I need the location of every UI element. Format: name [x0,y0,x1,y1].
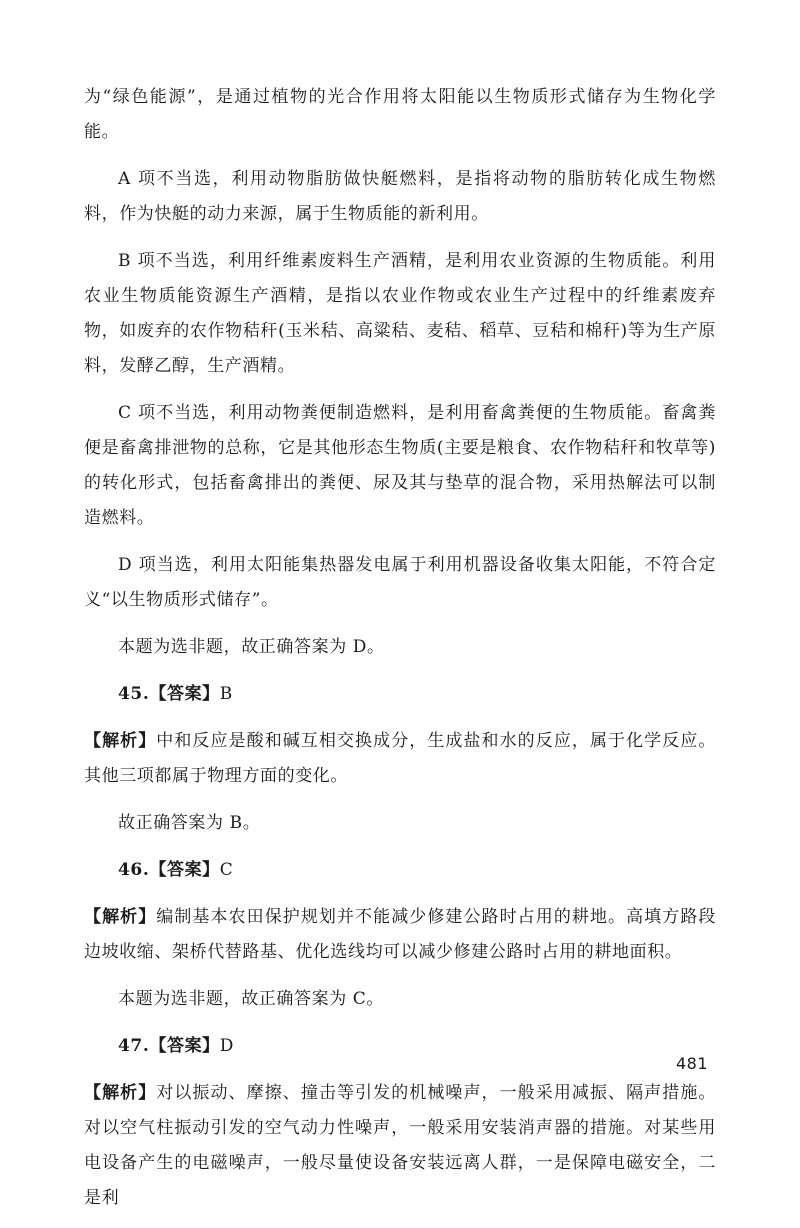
paragraph-option-c [84,396,716,536]
paragraph-intro-continuation [84,80,716,150]
paragraph-conclusion-45 [84,806,716,841]
analysis-text: 中和反应是酸和碱互相交换成分，生成盐和水的反应，属于化学反应。其他三项都属于物理方面的变化。 [84,731,716,786]
answer-label: 45.【答案】 [118,684,220,704]
paragraph-text: A 项不当选，利用动物脂肪做快艇燃料，是指将动物的脂肪转化成生物燃料，作为快艇的动力来源，属于生物质能的新利用。 [84,169,716,224]
analysis-label: 【解析】 [84,907,157,927]
paragraph-option-a [84,162,716,232]
analysis-45 [84,724,716,794]
paragraph-option-d [84,548,716,618]
answer-value: B [219,684,233,704]
answer-value: C [219,860,234,880]
paragraph-option-b [84,244,716,384]
analysis-label: 【解析】 [84,1083,157,1103]
analysis-label: 【解析】 [84,731,157,751]
answer-47 [84,1029,716,1064]
analysis-47 [84,1076,716,1216]
answer-45 [84,677,716,712]
paragraph-text: 故正确答案为 B。 [118,813,261,833]
answer-value: D [219,1036,235,1056]
paragraph-text: D 项当选，利用太阳能集热器发电属于利用机器设备收集太阳能，不符合定义“以生物质形式储存”。 [84,555,716,610]
document-body [84,80,716,1228]
answer-label: 46.【答案】 [118,860,220,880]
paragraph-conclusion-44 [84,630,716,665]
page-number: 481 [676,1054,709,1073]
paragraph-text: 为“绿色能源”，是通过植物的光合作用将太阳能以生物质形式储存为生物化学能。 [84,87,716,142]
analysis-text: 编制基本农田保护规划并不能减少修建公路时占用的耕地。高填方路段边坡收缩、架桥代替路基、优化选线均可以减少修建公路时占用的耕地面积。 [84,907,716,962]
analysis-text: 对以振动、摩擦、撞击等引发的机械噪声，一般采用减振、隔声措施。对以空气柱振动引发的空气动力性噪声，一般采用安装消声器的措施。对某些用电设备产生的电磁噪声，一般尽量使设备安装远离人群，一是保障电磁安全，二是利 [84,1083,716,1208]
answer-label: 47.【答案】 [118,1036,220,1056]
paragraph-conclusion-46 [84,982,716,1017]
paragraph-text: 本题为选非题，故正确答案为 D。 [118,637,385,657]
analysis-46 [84,900,716,970]
paragraph-text: B 项不当选，利用纤维素废料生产酒精，是利用农业资源的生物质能。利用农业生物质能资源生产酒精，是指以农业作物或农业生产过程中的纤维素废弃物，如废弃的农作物秸秆(玉米秸、高粱秸、麦秸、稻草、豆秸和棉秆)等为生产原料，发酵乙醇，生产酒精。 [84,251,716,376]
paragraph-text: 本题为选非题，故正确答案为 C。 [118,989,385,1009]
answer-46 [84,853,716,888]
paragraph-text: C 项不当选，利用动物粪便制造燃料，是利用畜禽粪便的生物质能。畜禽粪便是畜禽排泄物的总称，它是其他形态生物质(主要是粮食、农作物秸秆和牧草等)的转化形式，包括畜禽排出的粪便、尿及其与垫草的混合物，采用热解法可以制造燃料。 [84,403,716,528]
